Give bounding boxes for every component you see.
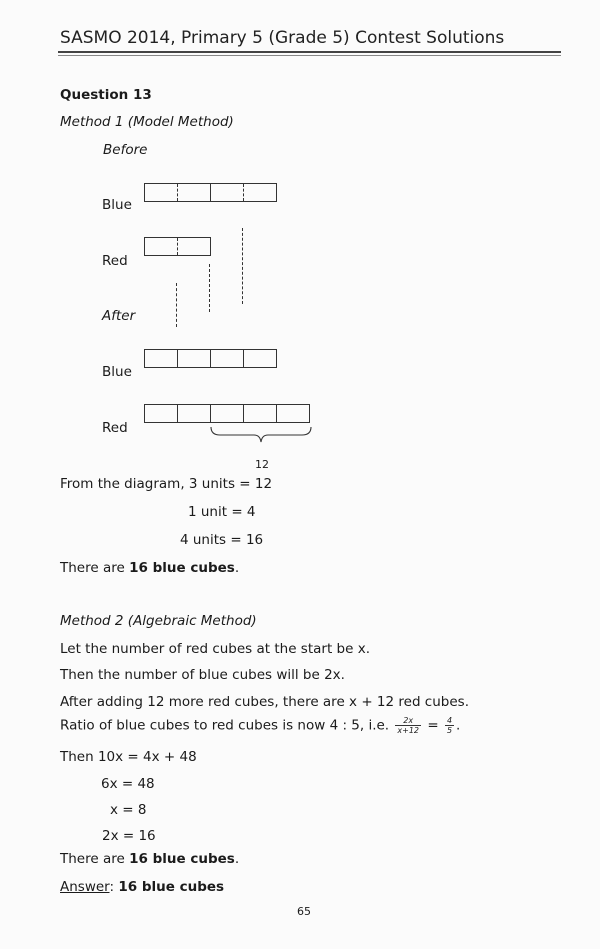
method2-title: Method 2 (Algebraic Method) — [60, 613, 257, 629]
blue-bar-after — [144, 349, 277, 368]
method2-line4: Ratio of blue cubes to red cubes is now 4 : 5, i.e. $\frac{2x}{x+12}$ = $\frac{4}{5}$ . — [60, 716, 461, 735]
solution1-line3: 4 units = 16 — [180, 532, 264, 548]
before-label: Before — [103, 142, 148, 158]
brace-icon — [210, 426, 312, 444]
red-label-before: Red — [102, 253, 128, 269]
method2-eq1: Then 10x = 4x + 48 — [60, 749, 197, 765]
final-answer: Answer: 16 blue cubes — [60, 879, 225, 895]
blue-label-after: Blue — [102, 364, 132, 380]
method2-eq2: 6x = 48 — [101, 776, 155, 792]
page-header-title: SASMO 2014, Primary 5 (Grade 5) Contest Solutions — [60, 28, 505, 48]
dashed-guide-3 — [242, 228, 243, 304]
header-rule-thick — [58, 51, 561, 53]
method2-conclusion: There are 16 blue cubes. — [60, 851, 240, 867]
dashed-guide-1 — [176, 283, 177, 327]
blue-label-before: Blue — [102, 197, 132, 213]
red-bar-before — [144, 237, 211, 256]
red-bar-after — [144, 404, 310, 423]
fraction-2x-over-x-plus-12: $\frac{2x}{x+12}$ — [397, 716, 420, 735]
method2-line3: After adding 12 more red cubes, there are x + 12 red cubes. — [60, 694, 469, 710]
method1-title: Method 1 (Model Method) — [60, 114, 234, 130]
method2-line1: Let the number of red cubes at the start be x. — [60, 641, 370, 657]
method2-eq4: 2x = 16 — [102, 828, 156, 844]
red-label-after: Red — [102, 420, 128, 436]
solution1-conclusion: There are 16 blue cubes. — [60, 560, 240, 576]
solution1-line2: 1 unit = 4 — [188, 504, 256, 520]
page-number: 65 — [297, 905, 311, 918]
after-label: After — [102, 308, 136, 324]
dashed-guide-2 — [209, 264, 210, 312]
blue-bar-before — [144, 183, 277, 202]
method2-line2: Then the number of blue cubes will be 2x. — [60, 667, 345, 683]
brace-label: 12 — [255, 458, 269, 471]
header-rule-thin — [58, 55, 561, 56]
fraction-4-over-5: $\frac{4}{5}$ — [446, 716, 453, 735]
question-title: Question 13 — [60, 87, 152, 103]
method2-eq3: x = 8 — [110, 802, 147, 818]
solution1-line1: From the diagram, 3 units = 12 — [60, 476, 273, 492]
